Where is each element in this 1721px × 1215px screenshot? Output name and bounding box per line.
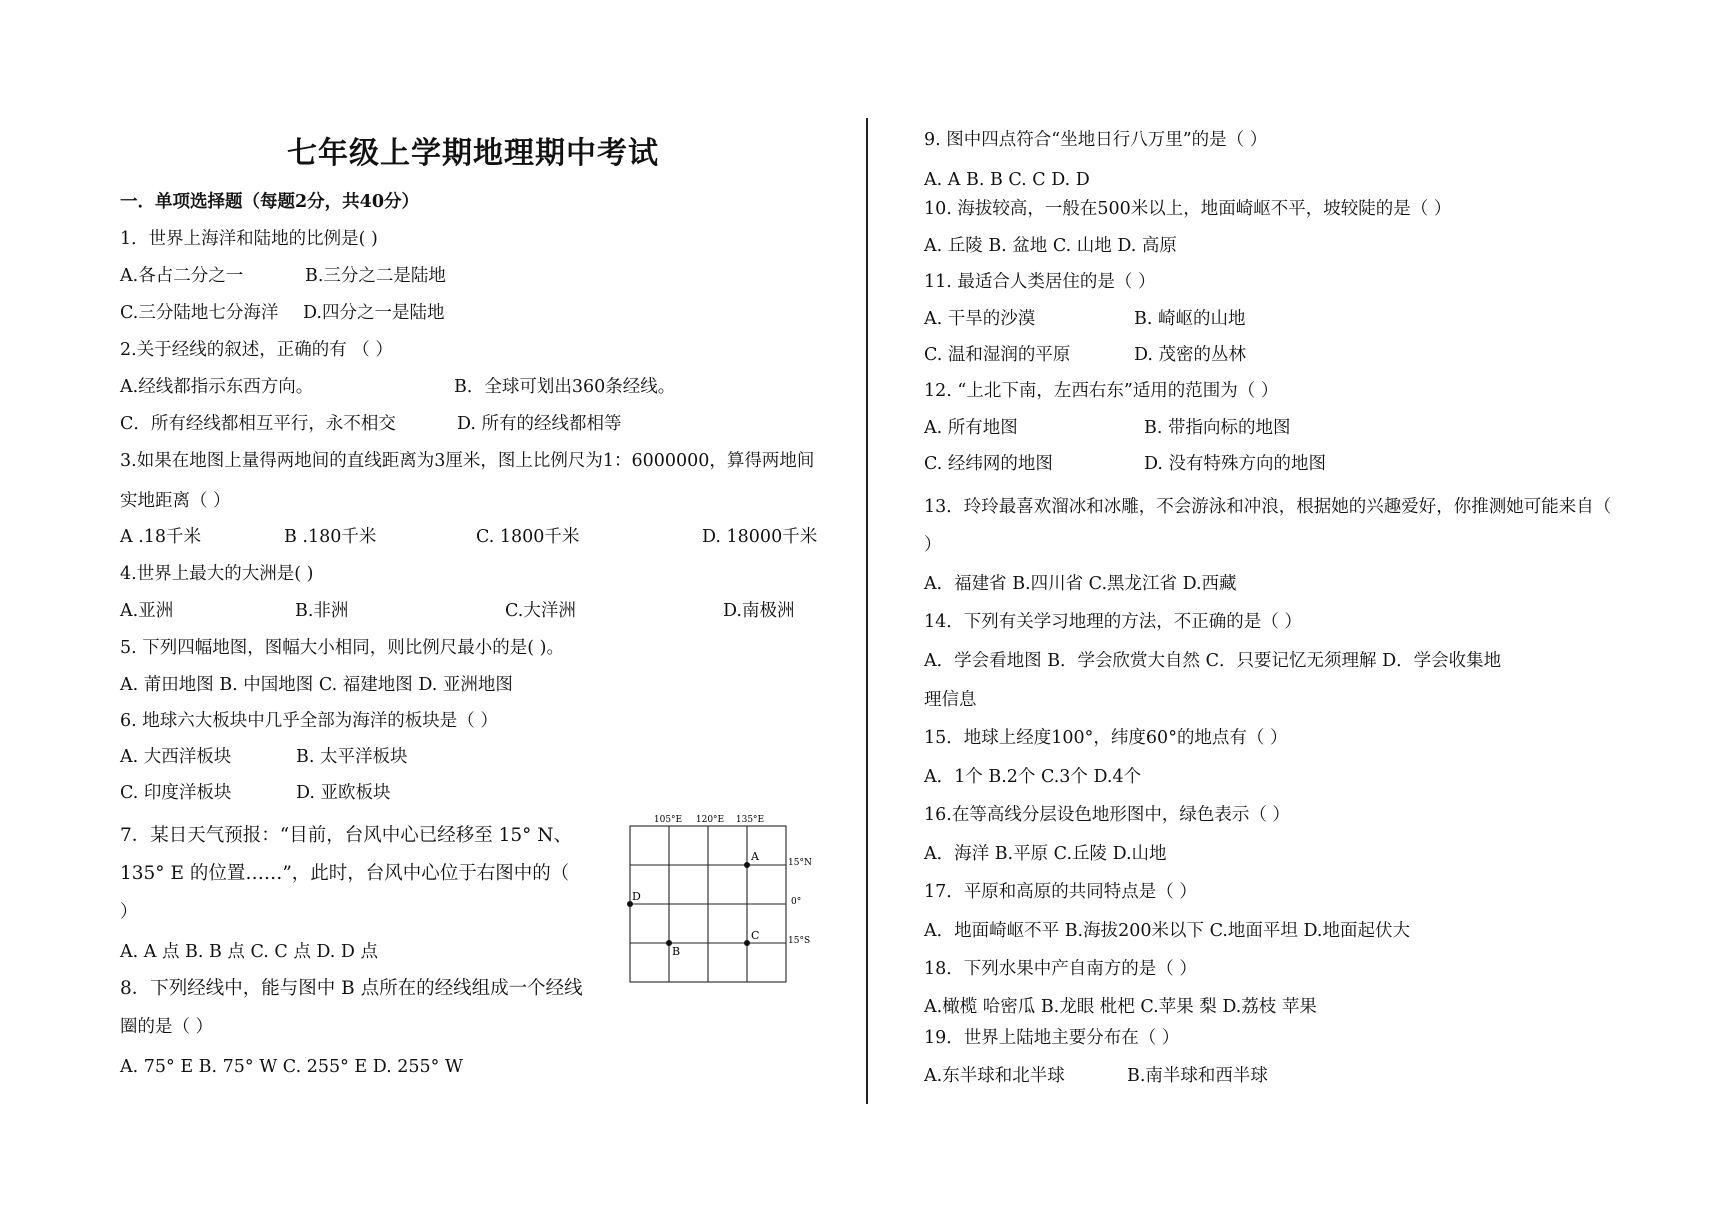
q3-option-a: A .18千米 [120,527,202,547]
question-10: 10. 海拔较高，一般在500米以上，地面崎岖不平，坡较陡的是（ ） [924,199,1452,219]
point-a-marker [744,862,750,868]
q2-option-b: B．全球可划出360条经线。 [454,377,676,397]
q8-options: A. 75° E B. 75° W C. 255° E D. 255° W [120,1057,463,1077]
point-d-label: D [632,890,641,903]
q5-options: A. 莆田地图 B. 中国地图 C. 福建地图 D. 亚洲地图 [120,675,513,695]
question-9: 9. 图中四点符合“坐地日行八万里”的是（ ） [924,130,1268,150]
q11-option-c: C. 温和湿润的平原 [924,345,1071,365]
lat-label-0: 0° [791,897,802,907]
q4-option-a: A.亚洲 [120,601,174,621]
q6-option-d: D. 亚欧板块 [296,783,391,803]
point-c-marker [744,940,750,946]
question-1: 1．世界上海洋和陆地的比例是( ) [120,229,378,249]
q16-options: A．海洋 B.平原 C.丘陵 D.山地 [924,844,1167,864]
q3-option-b: B .180千米 [284,527,377,547]
point-b-label: B [672,945,681,958]
lat-lon-grid-figure [620,812,820,984]
question-8-line2: 圈的是（ ） [120,1017,214,1037]
q4-option-d: D.南极洲 [723,601,795,621]
q12-option-c: C. 经纬网的地图 [924,454,1053,474]
question-13-line2: ） [924,535,942,555]
question-2: 2.关于经线的叙述，正确的有 （ ） [120,340,393,360]
question-3-line2: 实地距离（ ） [120,491,231,511]
q1-option-d: D.四分之一是陆地 [303,303,445,323]
question-13-line1: 13．玲玲最喜欢溜冰和冰雕，不会游泳和冲浪，根据她的兴趣爱好，你推测她可能来自（ [924,497,1612,517]
column-divider [866,118,868,1104]
q6-option-a: A. 大西洋板块 [120,747,232,767]
q6-option-c: C. 印度洋板块 [120,783,232,803]
question-6: 6. 地球六大板块中几乎全部为海洋的板块是（ ） [120,711,498,731]
q7-options: A. A 点 B. B 点 C. C 点 D. D 点 [120,942,379,962]
lat-label-15s: 15°S [788,936,811,946]
lon-label-120e: 120°E [695,815,725,825]
q9-options: A. A B. B C. C D. D [924,170,1090,190]
exam-title: 七年级上学期地理期中考试 [287,136,659,171]
q12-option-d: D. 没有特殊方向的地图 [1144,454,1327,474]
q1-option-b: B.三分之二是陆地 [305,266,446,286]
lon-label-135e: 135°E [735,815,765,825]
section-heading: 一．单项选择题（每题2分，共40分） [120,192,420,212]
q1-option-c: C.三分陆地七分海洋 [120,303,279,323]
question-7-line3: ） [120,902,138,922]
q11-option-a: A. 干旱的沙漠 [924,309,1036,329]
question-18: 18．下列水果中产自南方的是（ ） [924,959,1197,979]
question-4: 4.世界上最大的大洲是( ) [120,564,314,584]
q14-options: A．学会看地图 B．学会欣赏大自然 C．只要记忆无须理解 D．学会收集地 [924,651,1502,671]
question-5: 5. 下列四幅地图，图幅大小相同，则比例尺最小的是( )。 [120,638,564,658]
question-11: 11. 最适合人类居住的是（ ） [924,272,1156,292]
q6-option-b: B. 太平洋板块 [296,747,408,767]
q11-option-d: D. 茂密的丛林 [1134,345,1247,365]
lon-label-105e: 105°E [653,815,683,825]
lat-label-15n: 15°N [788,858,812,868]
q12-option-a: A. 所有地图 [924,418,1018,438]
q3-option-c: C. 1800千米 [476,527,580,547]
q11-option-b: B. 崎岖的山地 [1134,309,1246,329]
question-15: 15．地球上经度100°，纬度60°的地点有（ ） [924,728,1288,748]
q4-option-c: C.大洋洲 [505,601,576,621]
q3-option-d: D. 18000千米 [702,527,818,547]
q4-option-b: B.非洲 [295,601,349,621]
q19-option-a: A.东半球和北半球 [924,1066,1065,1086]
grid-lines [630,826,786,982]
q19-option-b: B.南半球和西半球 [1127,1066,1268,1086]
q2-option-c: C．所有经线都相互平行，永不相交 [120,414,396,434]
q18-options: A.橄榄 哈密瓜 B.龙眼 枇杷 C.苹果 梨 D.荔枝 苹果 [924,997,1317,1017]
question-17: 17．平原和高原的共同特点是（ ） [924,882,1197,902]
q15-options: A．1个 B.2个 C.3个 D.4个 [924,767,1142,787]
question-3-line1: 3.如果在地图上量得两地间的直线距离为3厘米，图上比例尺为1：6000000，算得两地间 [120,451,815,471]
q2-option-d: D. 所有的经线都相等 [457,414,622,434]
point-c-label: C [751,929,760,942]
question-16: 16.在等高线分层设色地形图中，绿色表示（ ） [924,805,1290,825]
q14-continuation: 理信息 [924,690,977,710]
grid-map-svg [620,812,820,984]
q17-options: A．地面崎岖不平 B.海拔200米以下 C.地面平坦 D.地面起伏大 [924,921,1410,941]
q10-options: A. 丘陵 B. 盆地 C. 山地 D. 高原 [924,236,1177,256]
question-12: 12. “上北下南，左西右东”适用的范围为（ ） [924,381,1279,401]
q12-option-b: B. 带指向标的地图 [1144,418,1291,438]
question-19: 19．世界上陆地主要分布在（ ） [924,1028,1180,1048]
q1-option-a: A.各占二分之一 [120,266,244,286]
question-7-line1: 7．某日天气预报：“目前，台风中心已经移至 15° N、 [120,825,572,846]
question-14: 14．下列有关学习地理的方法，不正确的是（ ） [924,612,1302,632]
q2-option-a: A.经线都指示东西方向。 [120,377,314,397]
q13-options: A．福建省 B.四川省 C.黑龙江省 D.西藏 [924,574,1237,594]
question-8-line1: 8．下列经线中，能与图中 B 点所在的经线组成一个经线 [120,978,583,999]
question-7-line2: 135° E 的位置……”，此时，台风中心位于右图中的（ [120,863,570,884]
point-a-label: A [751,850,759,863]
